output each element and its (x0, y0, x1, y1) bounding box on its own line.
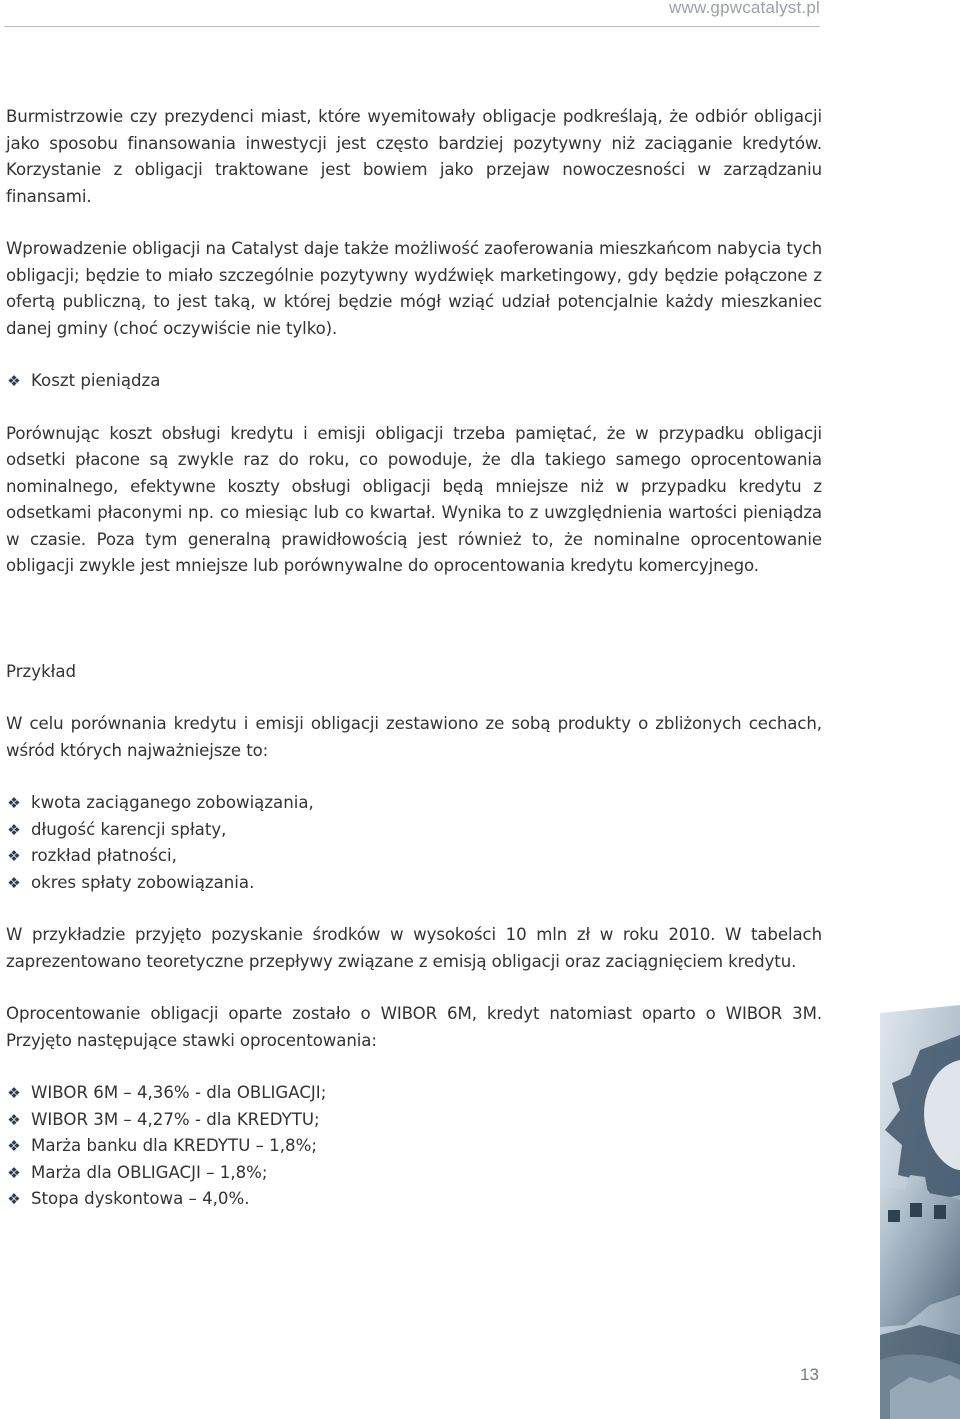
paragraph-2: Wprowadzenie obligacji na Catalyst daje także możliwość zaoferowania mieszkańcom nabycia tych obligacji; będzie to miało szczególnie pozytywny wydźwięk marketingowy, gdy będzie połączone z ofertą publiczną, to jest taką, w której będzie mógł wziąć udział potencjalnie każdy mieszkaniec danej gminy (choć oczywiście nie tylko). (6, 239, 822, 338)
diamond-cluster-icon: ❖ (7, 1084, 21, 1102)
list-item (6, 817, 822, 844)
page-content (6, 104, 822, 1239)
page-header (4, 0, 820, 27)
diamond-cluster-icon: ❖ (7, 1110, 21, 1129)
list-item-text: okres spłaty zobowiązania. (31, 872, 255, 892)
list-item-text: rozkład płatności, (31, 846, 177, 865)
list-item-text: Marża banku dla KREDYTU – 1,8%; (31, 1136, 317, 1155)
list-item (6, 1160, 822, 1187)
diamond-cluster-icon: ❖ (7, 372, 21, 390)
list-item (6, 790, 822, 817)
list-item-text: długość karencji spłaty, (31, 819, 227, 839)
list-item-text: WIBOR 6M – 4,36% - dla OBLIGACJI; (31, 1083, 327, 1102)
list-item-text: Stopa dyskontowa – 4,0%. (31, 1189, 250, 1208)
diamond-cluster-icon: ❖ (7, 847, 21, 865)
list-item-text: kwota zaciąganego zobowiązania, (31, 793, 314, 812)
list-item (6, 1133, 822, 1160)
diamond-cluster-icon: ❖ (7, 820, 21, 839)
list-item (6, 1186, 822, 1213)
list-item (6, 1080, 822, 1107)
section-heading (6, 368, 822, 395)
paragraph-1: Burmistrzowie czy prezydenci miast, które wyemitowały obligacje podkreślają, że odbiór obligacji jako sposobu finansowania inwestycji jest często bardziej pozytywny niż zaciąganie kredytów. Korzystanie z obligacji traktowane jest bowiem jako przejaw nowoczesności w zarządzaniu finansami. (6, 107, 822, 206)
features-list (6, 790, 822, 896)
rates-list (6, 1080, 822, 1213)
diamond-cluster-icon: ❖ (7, 873, 21, 892)
diamond-cluster-icon: ❖ (7, 1137, 21, 1155)
paragraph-3: Porównując koszt obsługi kredytu i emisji obligacji trzeba pamiętać, że w przypadku obligacji odsetki płacone są zwykle raz do roku, co powoduje, że dla takiego samego oprocentowania nominalnego, efektywne koszty obsługi obligacji będą mniejsze niż w przypadku kredytu z odsetkami płaconymi np. co miesiąc lub co kwartał. Wynika to z uwzględnienia wartości pieniądza w czasie. Poza tym generalną prawidłowością jest również to, że nominalne oprocentowanie obligacji zwykle jest mniejsze lub porównywalne do oprocentowania kredytu komercyjnego. (6, 423, 822, 575)
diamond-cluster-icon: ❖ (7, 794, 21, 812)
list-item-text: Marża dla OBLIGACJI – 1,8%; (31, 1162, 268, 1182)
paragraph-4: W celu porównania kredytu i emisji obligacji zestawiono ze sobą produkty o zbliżonych cechach, wśród których najważniejsze to: (6, 714, 822, 760)
paragraph-6: Oprocentowanie obligacji oparte zostało o WIBOR 6M, kredyt natomiast oparto o WIBOR 3M. Przyjęto następujące stawki oprocentowania: (6, 1004, 822, 1050)
diamond-cluster-icon: ❖ (7, 1163, 21, 1182)
spacer (6, 606, 822, 659)
example-heading: Przykład (6, 661, 77, 681)
diamond-cluster-icon: ❖ (7, 1190, 21, 1208)
paragraph-5: W przykładzie przyjęto pozyskanie środków w wysokości 10 mln zł w roku 2010. W tabelach zaprezentowano teoretyczne przepływy związane z emisją obligacji oraz zaciągnięciem kredytu. (6, 925, 822, 971)
list-item (6, 843, 822, 870)
header-url[interactable]: www.gpwcatalyst.pl (669, 0, 820, 17)
section-heading-text: Koszt pieniądza (31, 371, 161, 390)
list-item (6, 1107, 822, 1134)
list-item-text: WIBOR 3M – 4,27% - dla KREDYTU; (31, 1109, 320, 1129)
gear-decoration-image (880, 1005, 960, 1419)
list-item (6, 870, 822, 897)
page-number: 13 (800, 1365, 819, 1384)
